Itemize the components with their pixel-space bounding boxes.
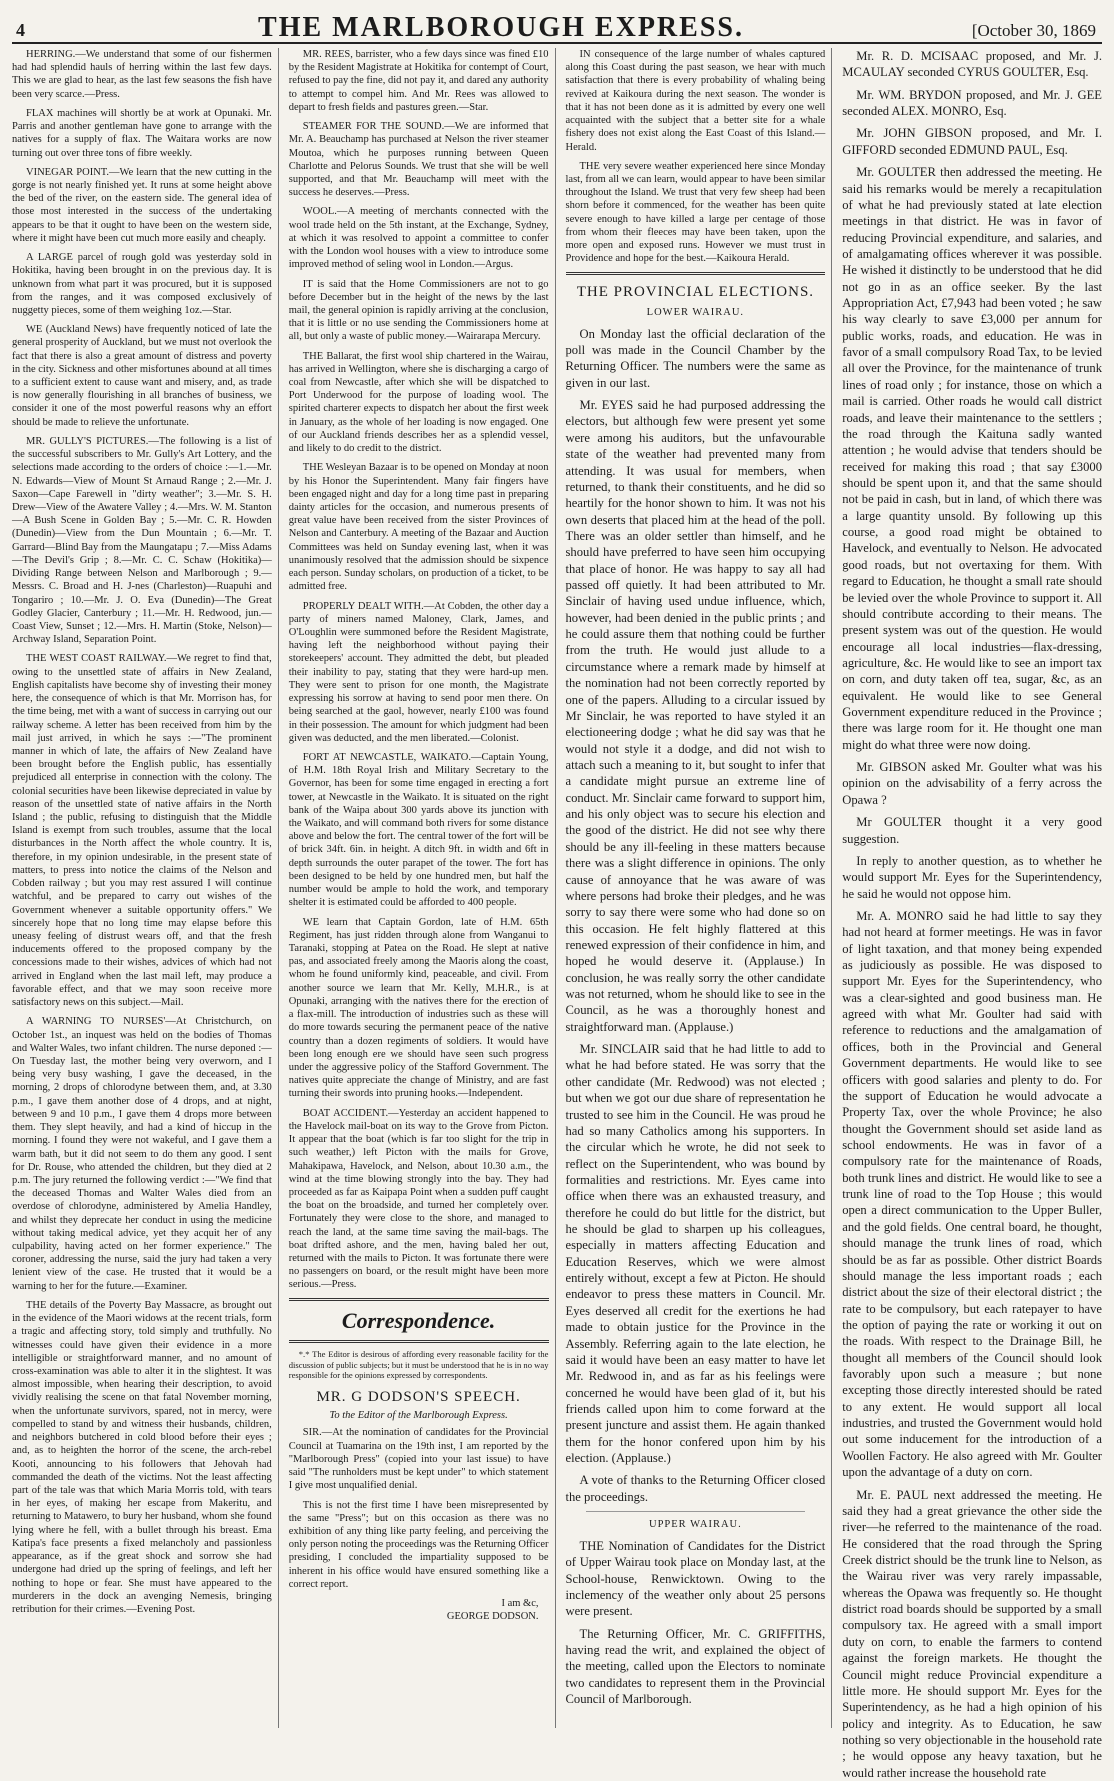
article-paragraph: THE Nomination of Candidates for the District of Upper Wairau took place on Monday last, at the School-house, Renwicktown. Owing to the inclemency of the weather only about 25 persons were present. [565,1538,826,1619]
columns [12,48,1102,1780]
page-number: 4 [16,20,25,40]
masthead [12,12,1102,44]
article-paragraph: FLAX machines will shortly be at work at Opunaki. Mr. Parris and another gentleman have gone to arrange with the natives for a supply of flax. The Waitara works are now turning out over three tons of fibre weekly. [12,107,272,159]
newspaper-title: THE MARLBOROUGH EXPRESS. [258,12,744,43]
article-paragraph: Mr. E. PAUL next addressed the meeting. He said they had a great grievance the other side the river—he referred to the maintenance of the road. He considered that the road through the Spring Creek district should be the trunk line to Nelson, as the Wairau river was very rarely impassable, whereas the Opawa was frequently so. He thought district road boards should be supported by a small compulsory tax. He agreed with a small import duty on corn, to enable the farmers to contend against the foreign markets. He thought the Council might reduce Provincial expenditure a little more. He should support Mr. Eyes for the Superintendency, as he had a high opinion of his policy and integrity. As to Education, he saw nothing so very objectionable in the household rate ; he would oppose any heavy taxation, but he would rather increase the household rate [842,1487,1102,1780]
elections-heading: THE PROVINCIAL ELECTIONS. [576,283,815,300]
divider [586,1511,806,1512]
article-paragraph: IN consequence of the large number of whales captured along this Coast during the past season, we hear with much satisfaction that there is every probability of whaling being revived at Kaikoura during the next season. The wonder is that it has not been done as it is admitted by every one well acquainted with the subject that a better site for a whale fishery does not exist along the East Coast of this Island.—Herald. [565,49,826,153]
article-paragraph: SIR.—At the nomination of candidates for the Provincial Council at Tuamarina on the 19th inst, I am reported by the "Marlborough Press" (copied into your last issue) to have said "The runholders must be kept under" to which statement I give most unqualified denial. [288,1427,549,1492]
divider [566,272,826,275]
column-2-news-items [289,48,549,1292]
article-paragraph: THE details of the Poverty Bay Massacre, as brought out in the evidence of the Maori widows at the recent trials, form a tragic and affecting story, told simply and truthfully. No witnesses could have given their evidence in a more intelligible or straightforward manner, and no amount of cross-examination was able to alter it in the slightest. It was almost impossible, when hearing their description, to avoid vividly realising the scene on that fatal November morning, when the unfortunate survivors, spared, not in mercy, were compelled to stand by and witness their husbands, children, and neighbors butchered in cold blood before their eyes ; and, as to heighten the horror of the scene, the arch-rebel Kooti, announcing to his followers that Jehovah had commanded the death of the victims. Not the least affecting part of the tale was that which Maria Morris told, with tears in her eyes, of making her escape from Makeritu, and returning to Matawero, to bury her husband, whom she found lying where he fell, with a bullet through his breast. Ema Katipa's face presents a fixed melancholy and passionless appearance, as if the great shock and sorrow she had undergone had dried up the spring of feelings, and left her nothing to hope or fear. She must have appeared to the murderers in the dock an avenging Nemesis, bringing retribution for their crimes.—Evening Post. [12,1299,272,1615]
article-paragraph: VINEGAR POINT.—We learn that the new cutting in the gorge is not nearly finished yet. It runs at some height above the bed of the river, on the eastern side. The general idea of those most interested in the success of the undertaking appears to be that it ought to have been on the western side, where it might have been cut much more easily and cheaply. [12,166,272,244]
article-paragraph: MR. REES, barrister, who a few days since was fined £10 by the Resident Magistrate at Hokitika for contempt of Court, refused to pay the fine, did not pay it, and dared any authority to attempt to compel him. And Mr. Rees was allowed to depart to fresh fields and pastures green.—Star. [288,49,549,113]
article-paragraph: A WARNING TO NURSES'—At Christchurch, on October 1st., an inquest was held on the bodies of Thomas and Walter Wales, two infant children. The nurse deponed :—On Tuesday last, the mother being very overworn, and I being very busy washing, I gave the deceased, in the morning, 2 drops of chlorodyne between them, and, at 3.30 p.m., I gave them another dose of 4 drops, and at night, between 9 and 10 p.m., I gave them 4 drops more between them. They slept heavily, and had a kind of hiccup in the morning. I found they were not wakeful, and I gave them a warm bath, but it did not seem to do them any good. I sent for Dr. Rouse, who attended the children, but they died at 2 p.m. The jury returned the following verdict :—"We find that the deceased Thomas and Walter Wales died from an overdose of chlorodyne, administered by Amelia Handley, and whilst they deprecate her conduct in using the medicine without taking medical advice, yet they acquit her of any culpability, having acted on her former experience." The coroner, addressing the nurse, said the jury had taken a very lenient view of the case. He trusted that it would be a warning to her for the future.—Examiner. [12,1016,272,1292]
article-paragraph: WE (Auckland News) have frequently noticed of late the general prosperity of Auckland, but we must not overlook the fact that there is also a great amount of distress and poverty in the city. Sickness and other misfortunes abound at all times to a sufficient extent to cause want and misery, and, as trade is now generally flourishing in all branches of business, we consider it one of the most powerful reasons why an effort should be made to relieve the unfortunate. [12,324,272,428]
article-paragraph: This is not the first time I have been misrepresented by the same "Press"; but on this occasion as there was no exhibition of any thing like party feeling, and perceiving the only person noting the proceedings was the Returning Officer presiding, I concluded the impartiality supposed to be inherent in his office would have ensured something like a correct report. [288,1499,549,1590]
letter-signature: GEORGE DODSON. [446,1611,539,1623]
divider [289,1340,549,1343]
article-paragraph: In reply to another question, as to whether he would support Mr. Eyes for the Superintendency, he said he would not oppose him. [842,853,1102,901]
upper-wairau-report [566,1538,826,1708]
letter-signoff: I am &c, [501,1598,539,1610]
column-4 [842,48,1102,1780]
article-paragraph: MR. GULLY'S PICTURES.—The following is a list of the successful subscribers to Mr. Gully's Art Lottery, and the selections made according to the orders of choice :—1.—Mr. N. Edwards—View of Mount St Arnaud Range ; 2.—Mr. J. Saxon—Cape Farewell in "dirty weather"; 3.—Mr. S. H. Drew—View of the Awatere Valley ; 4.—Mrs. W. M. Stanton—A Bush Scene in Golden Bay ; 5.—Mr. C. R. Howden (Dunedin)—View from the Dun Mountain ; 6.—Mr. T. Garrard—Blind Bay from the Maungatapu ; 7.—Miss Adams—The Devil's Grip ; 8.—Mr. C. C. Schaw (Hokitika)—Dividing Range between Nelson and Marlborough ; 9.—Messrs. C. Broad and H. J-nes (Charleston)—Ruapuhi and Tongariro ; 10.—Mr. J. O. Eva (Dunedin)—The Great Godley Glacier, Canterbury ; 11.—Mr. H. Redwood, jun.—Coast View, Sunset ; 12.—Mrs. H. Martin (Stoke, Nelson)—Archway Island, Separation Point. [12,435,272,646]
lower-wairau-heading: LOWER WAIRAU. [646,307,745,318]
article-paragraph: On Monday last the official declaration of the poll was made in the Council Chamber by the Returning Officer. The numbers were the same as given in our last. [565,326,826,390]
article-paragraph: The Returning Officer, Mr. C. GRIFFITHS, having read the writ, and explained the object of the meeting, called upon the Electors to nominate two candidates to represent them in the Provincial Council of Marlborough. [565,1626,826,1707]
column-3-news-items [566,48,826,266]
letter-body [289,1426,549,1591]
article-paragraph: FORT AT NEWCASTLE, WAIKATO.—Captain Young, of H.M. 18th Royal Irish and Military Secretary to the Governor, has been for some time engaged in erecting a fort tower, at Newcastle in the Waikato. It is situated on the right bank of the Waipa about 300 yards above its junction with the Waikato, and will command both rivers for some distance above and below the fort. The central tower of the fort will be of brick 34ft. 6in. in height. A ditch 9ft. in width and 6ft in depth surrounds the outer parapet of the tower. The fort has been designed to be held by one hundred men, but half the number would be ample to hold the work, and temporary shelter it is estimated could be afforded to 400 people. [288,751,549,909]
article-paragraph: A LARGE parcel of rough gold was yesterday sold in Hokitika, having been brought in on the previous day. It is unknown from what part it was procured, but it is supposed from the ranges, and it was composed exclusively of nuggetty pieces, some of them weighing 1oz.—Star. [12,252,272,316]
article-paragraph: THE Ballarat, the first wool ship chartered in the Wairau, has arrived in Wellington, where she is discharging a cargo of coal from Newcastle, after which she will be dispatched to Port Underwood for the purpose of loading wool. The spirited charterer expects to dispatch her about the first week in January, as the whole of her loading is now engaged. One of our Auckland friends describes her as a splendid vessel, and likely to do credit to the district. [288,350,549,455]
column-3 [566,48,833,1728]
article-paragraph: STEAMER FOR THE SOUND.—We are informed that Mr. A. Beauchamp has purchased at Nelson the river steamer Moutoa, which he purposes running between Queen Charlotte and Pelorus Sounds. We trust that she will be well supported, and that Mr. Beauchamp will meet with the success he deserves.—Press. [288,121,549,199]
column-2 [289,48,556,1728]
article-paragraph: Mr GOULTER thought it a very good suggestion. [842,815,1102,846]
article-paragraph: Mr. GOULTER then addressed the meeting. He said his remarks would be merely a recapitulation of what he had previously stated at late election meetings in that district. He was in favor of reducing Provincial expenditure, and salaries, and of amalgamating offices wherever it was possible. He wished it distinctly to be understood that he did not go in as an office seeker. By the last Appropriation Act, £7,943 had been voted ; he saw his way clearly to save £3,000 per annum for public works, roads, and education. He was in favor of a small compulsory Road Tax, to be levied all over the Province, for the maintenance of trunk lines of road only ; for instance, those on which a mail is carried. Other roads he would call district roads, and leave their maintenance to the settlers ; the road through the Kaituna sadly wanted attention ; he would advise that tenders should be received for making this road ; that say £3000 should be spent upon it, and that the same should not be paid in cash, but in land, of which there was a large quantity unsold. By following up this course, a good road might be obtained to Havelock, and eventually to Nelson. He advocated good roads, but not overtaxing for them. With regard to Education, he thought a small rate should be levied over the whole Province to support it. All should contribute according to their means. The present system was out of the question. He would encourage all local industries—flax-dressing, agriculture, &c. He would like to see an import tax on corn, and duty taken off tea, sugar, &c, as an equivalent. He would like to see General Government expenditure reduced in the Province ; there was large room for it. He thought one man might do what three were now doing. [842,165,1102,752]
letter-heading: MR. G DODSON'S SPEECH. [316,1389,521,1406]
lower-wairau-report [566,326,826,1506]
article-paragraph: Mr. GIBSON asked Mr. Goulter what was his opinion on the advisability of a ferry across the Opawa ? [842,760,1102,807]
article-paragraph: THE Wesleyan Bazaar is to be opened on Monday at noon by his Honor the Superintendent. Many fair fingers have been engaged night and day for a long time past in preparing dainty articles for the occasion, and numerous presents of great value have been received from the sister Provinces of Nelson and Canterbury. A meeting of the Bazaar and Auction Committees was held on Sunday evening last, when it was unanimously resolved that the admission should be sixpence each person. Sunday scholars, on production of a ticket, to be admitted free. [288,462,549,593]
letter-address: To the Editor of the Marlborough Express. [329,1410,508,1422]
editor-note: *.* The Editor is desirous of affording every reasonable facility for the discussion of public subjects; but it must be understood that he is in no way responsible for the opinions expressed by correspondents. [288,1349,549,1381]
correspondence-heading: Correspondence. [341,1307,496,1333]
article-paragraph: Mr. EYES said he had purposed addressing the electors, but although few were present yet some were among his auditors, but the unfavourable state of the weather had prevented many from attending. It was usual for members, when returned, to thank their constituents, and he did so heartily for the honor shown to him. It was not his own deserts that placed him at the head of the poll. There was an older settler than himself, and he should have preferred to have seen him occupying that place of honor. He was happy to say all had passed off quietly. It had been attributed to Mr. Sinclair of having used undue influence, which, however, had been denied in the public prints ; and he could assure them that nothing could be further from the truth. He would just allude to a circumstance where a remark made by himself at the nomination had not been correctly reported by one of the papers. Alluding to a circular issued by Mr Sinclair, he was reported to have styled it an electioneering dodge ; what he did say was that he would not style it a dodge, and did not wish to attach such a meaning to it, but sought to infer that a candidate might pursue an extreme line of conduct. Mr. Sinclair came forward to support him, and his only object was to secure his election and the good of the district. He did not see why there should be any ill-feeling in these matters because there was a slight difference in opinions. The only cause of annoyance that he was aware of was where persons had broke their pledges, and he was sorry to say there were some who had done so on this occasion. He felt highly flattered at this renewed expression of their confidence in him, and hoped he would deserve it. (Applause.) In conclusion, he was really sorry the other candidate was not returned, whom he should like to see in the Council, as he was a thoroughly honest and straightforward man. (Applause.) [565,398,826,1034]
article-paragraph: Mr. A. MONRO said he had little to say they had not heard at former meetings. He was in favor of light taxation, and that money being expended as judiciously as possible. He was disposed to support Mr. Eyes for the Superintendency, who was a clear-sighted and good business man. He agreed with what Mr. Goulter had said with reference to reductions and the amalgamation of offices, both in the Provincial and General Government departments. He would like to see officers with good salaries and plenty to do. For the support of Education he would advocate a Property Tax, over the whole Province; he also thought the Government should set aside land as school endowments. He was in favor of a compulsory rate for the maintenance of Roads, both trunk lines and district. He would like to see a trunk line of road to the Top House ; this would open a direct communication to the Upper Buller, and the gold fields. One central board, he thought, should manage the trunk lines of road, which should be as far as possible. Other district Boards should manage the less important roads ; each district about the size of their electoral district ; the rate to be compulsory, but each ratepayer to have the option of paying the rate or working it out on the roads. With respect to the Drainage Bill, he thought all members of the Council should look favorably upon such a measure ; but none excepting those directly interested should be rated to any extent. He would support all local industries, and trusted the Government would hold out some inducement for the introduction of a Woollen Factory. He also agreed with Mr. Goulter upon the advantage of a duty on corn. [842,908,1102,1480]
article-paragraph: Mr. WM. BRYDON proposed, and Mr. J. GEE seconded ALEX. MONRO, Esq. [842,87,1102,119]
article-paragraph: THE WEST COAST RAILWAY.—We regret to find that, owing to the unsettled state of affairs in New Zealand, English capitalists have become shy of investing their money here, the consequence of which is that Mr. Morrison has, for the time being, met with a want of success in carrying out our railway scheme. A letter has been received from him by the mail just arrived, in which he says :—"The prominent manner in which of late, the affairs of New Zealand have been brought before the English public, has essentially prejudiced all enterprise in connection with the colony. The colonial securities have been likewise depreciated in value by reason of the unsettled state of native affairs in the North Island ; the public, refusing to distinguish that the Middle Island is exempt from such troubles, assume that the local disturbances in the North affect the whole country. It is, therefore, in my opinion undesirable, in the present state of matters, to press into notice the claims of the Nelson and Cobden railway ; but you may rest assured I will continue watchful, and be prepared to carry out wishes of the Government whenever a suitable opportunity offers." We sincerely hope that no long time may elapse before this uneasy feeling of distrust wears off, and that the fresh inducements offered to the proposed company by the concessions made to their wishes, advices of which had not arrived in England when the last mail left, may produce a favorable effect, and that we may soon receive more satisfactory news on this subject.—Mail. [12,653,272,1009]
column-1 [12,48,279,1728]
article-paragraph: WOOL.—A meeting of merchants connected with the wool trade held on the 5th instant, at the Exchange, Sydney, at which it was resolved to appoint a committee to confer with the London wool houses with a view to introduce some improved method of seling wool in London.—Argus. [288,206,549,271]
article-paragraph: PROPERLY DEALT WITH.—At Cobden, the other day a party of miners named Maloney, Clark, James, and O'Loughlin were summoned before the Resident Magistrate, having left the neighborhood without paying their storekeepers' account. They admitted the debt, but pleaded their inability to pay, stating that they were hard-up men. They were sent to prison for one month, the Magistrate expressing his sorrow at having to send poor men there. On being searched at the gaol, however, nearly £100 was found in their possession. The amount for which judgment had been given was deducted, and the men liberated.—Colonist. [288,600,549,744]
article-paragraph: WE learn that Captain Gordon, late of H.M. 65th Regiment, has just ridden through alone from Wanganui to Taranaki, stopping at Patea on the Road. He slept at native pas, and associated freely among the Maoris along the coast, whom he found uniformly kind, peaceable, and civil. From another source we learn that Mr. Kelly, M.H.R., is at Opunaki, arranging with the natives there for the erection of a flax-mill. The introduction of industries such as these will do more towards securing the permanent peace of the native country than a dozen regiments of soldiers. It would have been long enough ere we should have seen such progress under the aggressive policy of the Stafford Government. The natives quite appreciate the change of Ministry, and are fast turning their swords into pruning hooks.—Independent. [288,916,549,1100]
upper-wairau-heading: UPPER WAIRAU. [649,1519,742,1531]
article-paragraph: A vote of thanks to the Returning Officer closed the proceedings. [565,1473,826,1504]
article-paragraph: THE very severe weather experienced here since Monday last, from all we can learn, would appear to have been similar throughout the Island. We trust that very few sheep had been shorn before it commenced, for the weather has been quite severe enough to have killed a large per centage of those from whom their fleeces may have been taken, upon the more open and exposed runs. However we must trust in Providence and hope for the best.—Kaikoura Herald. [565,160,826,265]
issue-date: [October 30, 1869 [971,21,1096,40]
divider [289,1298,549,1301]
article-paragraph: Mr. SINCLAIR said that he had little to add to what he had before stated. He was sorry that the other candidate (Mr. Redwood) was not elected ; but when we got our due share of representation he trusted to see him in the Council. He was proud he had so many Catholics among his supporters. In the circular which he wrote, he did not seek to reflect on the Superintendent, who was bound by formalities and restrictions. Mr. Eyes came into office when there was an exhausted treasury, and therefore he could do but little for the district, but he should be glad to sharpen up his colleagues, especially in matters affecting Education and Education Reserves, which we were almost entirely without, except a few at Picton. He should endeavor to press these matters in Council. Mr. Eyes deserved all credit for the exertions he had made to obtain justice for the Province in the Assembly. Referring again to the late election, he said it would have been an easy matter to have let Mr. Redwood in, and as far as his feelings were concerned he would have been glad of it, but his friends called upon him to come forward at the present juncture and assist them. He again thanked them for the honor confered upon him by his election. (Applause.) [565,1042,826,1466]
article-paragraph: HERRING.—We understand that some of our fishermen had had splendid hauls of herring within the last few days. This we are glad to hear, as the last few seasons the fish have been very scarce.—Press. [12,49,272,100]
article-paragraph: Mr. R. D. MCISAAC proposed, and Mr. J. MCAULAY seconded CYRUS GOULTER, Esq. [842,49,1102,80]
article-paragraph: Mr. JOHN GIBSON proposed, and Mr. I. GIFFORD seconded EDMUND PAUL, Esq. [842,126,1102,157]
article-paragraph: IT is said that the Home Commissioners are not to go before December but in the height of the news by the last mail, the general opinion is rapidly arriving at the conclusion, that it is little or no use sending the Commissioners home at all, but only a waste of public money.—Wairarapa Mercury. [288,278,549,343]
article-paragraph: BOAT ACCIDENT.—Yesterday an accident happened to the Havelock mail-boat on its way to the Grove from Picton. It appear that the boat (which is far too slight for the trip in such weather,) left Picton with the mails for Grove, Mahakipawa, Havelock, and Nelson, about 10.30 a.m., the wind at the time blowing strongly into the bay. They had proceeded as far as Kaipapa Point when a sudden puff caught the boat on the broadside, and turned her completely over. Fortunately they were close to the shore, and managed to reach the land, at the same time saving the mail-bags. The boat drifted ashore, and the men, having baled her out, returned with the mails to Picton. It was fortunate there were no passengers on board, or the result might have been more serious.—Press. [288,1107,549,1291]
